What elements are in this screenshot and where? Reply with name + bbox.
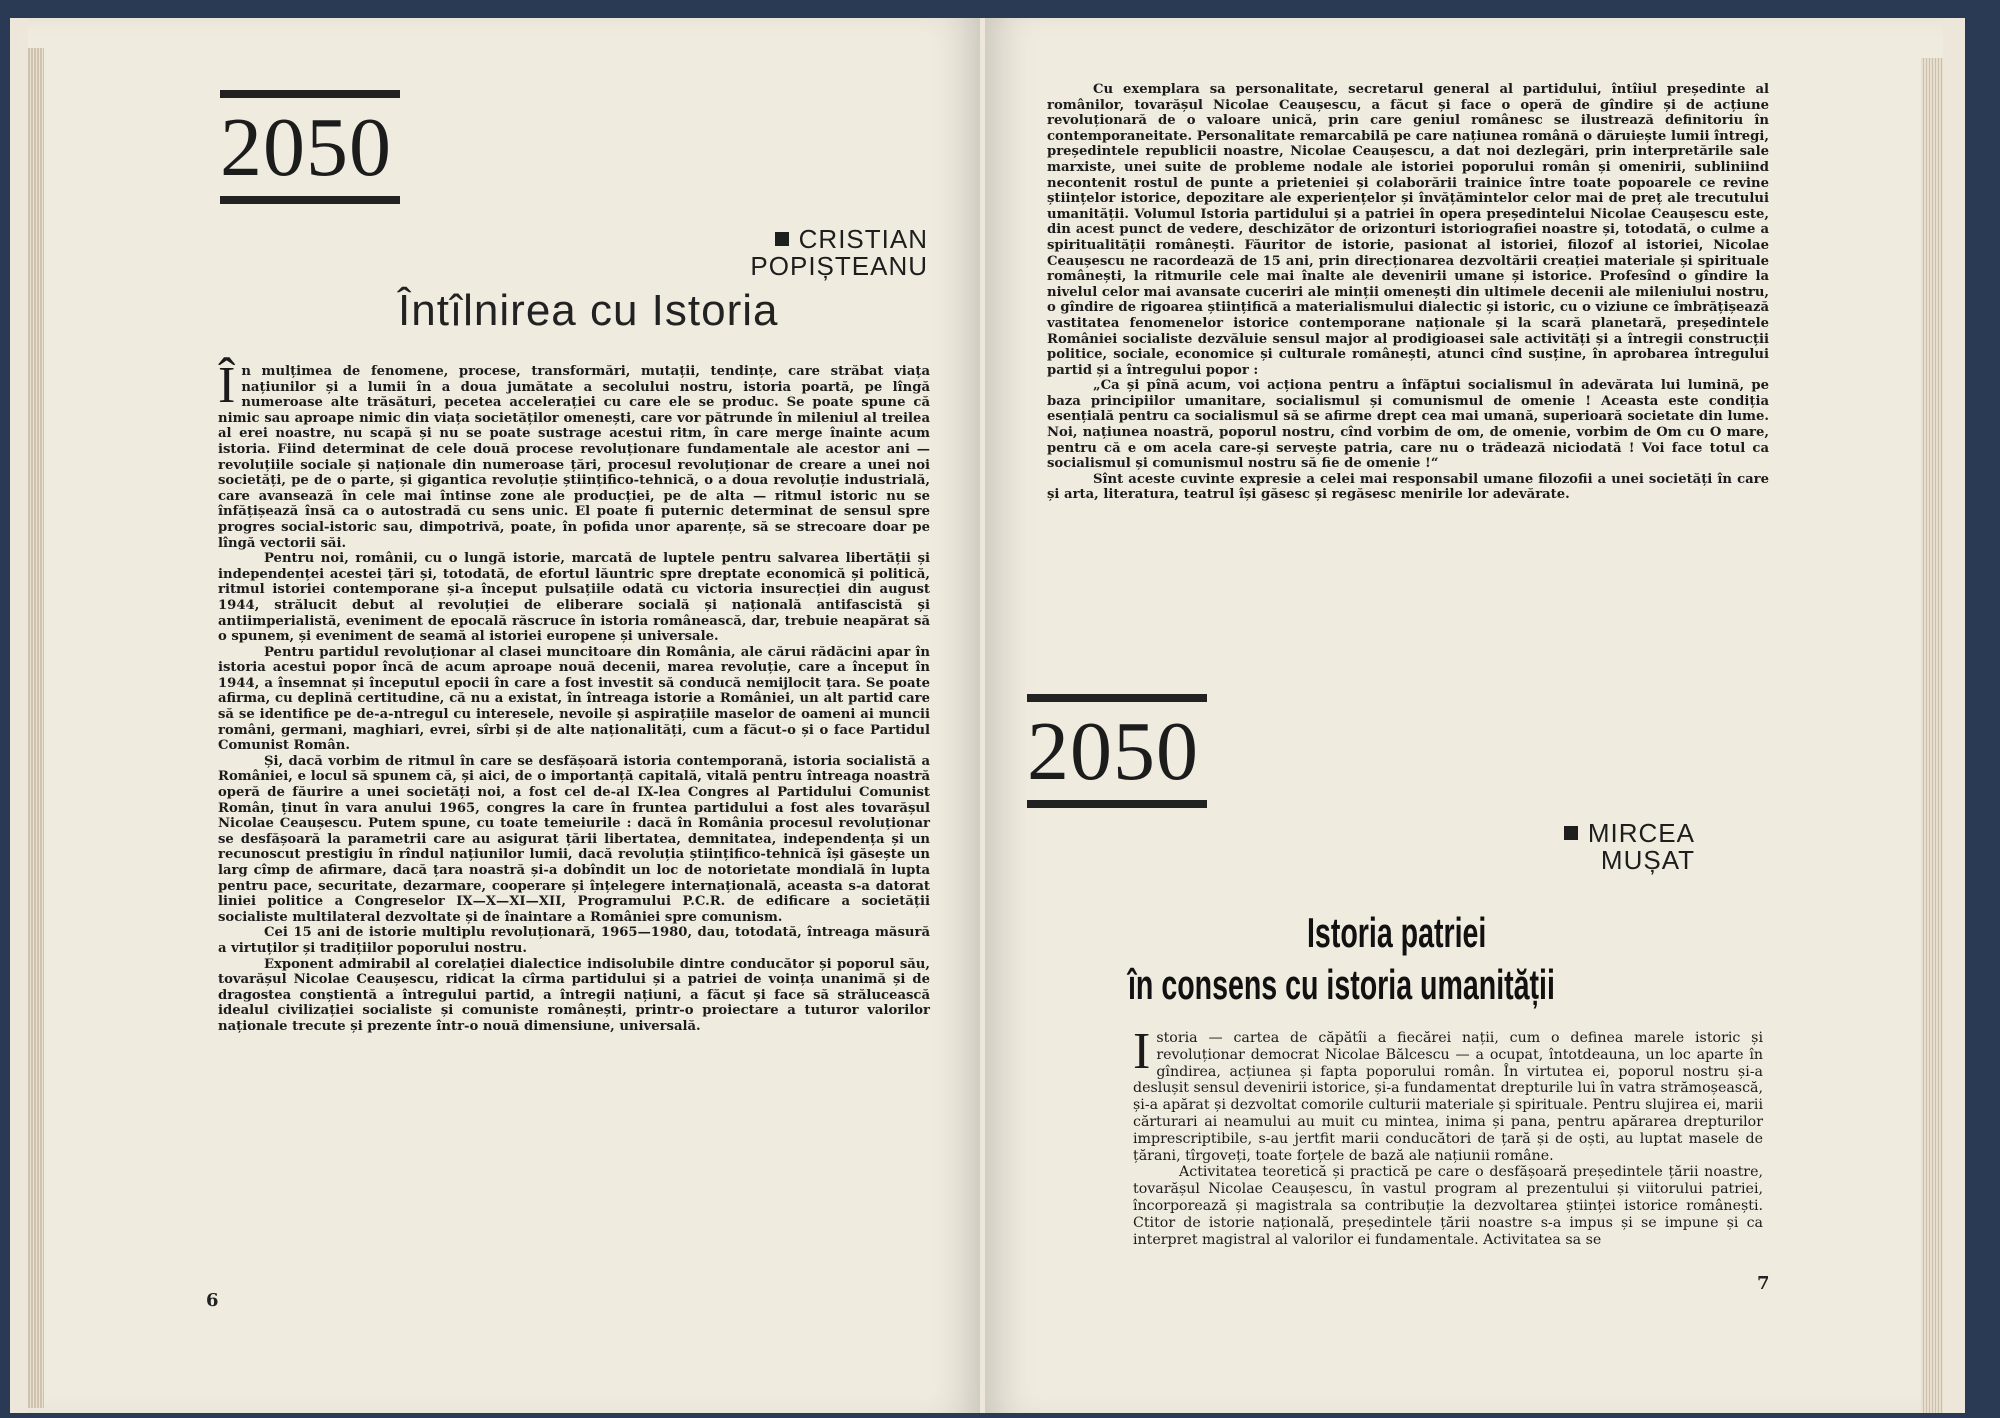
right-paragraph-2: Activitatea teoretică și practică pe care o desfășoară președintele țării noastre, tovarășul Nicolae Ceaușescu, în vastul program al prezentului și viitorului patriei, încorporează și magistrala sa contribuție la dezvoltarea științei istorice românești. Ctitor de istorie națională, președintele țării noastre s-a impus și se impune și ca interpret magistral al valorilor ei fundamentale. Activitatea sa se <box>1133 1164 1763 1248</box>
right-article-body <box>1133 1023 1763 1248</box>
right-cont-paragraph-3: Sînt aceste cuvinte expresie a celei mai responsabil umane filozofii a unei societăți în care și arta, literatura, teatrul își găsesc și regăsesc menirile lor adevărate. <box>1047 471 1769 503</box>
left-paragraph-5: Cei 15 ani de istorie multiplu revoluționară, 1965—1980, dau, totodată, întreaga măsură a virtuților și tradițiilor poporului nostru. <box>218 925 930 956</box>
left-paragraph-6: Exponent admirabil al corelației dialectice indisolubile dintre conducător și poporul său, tovarășul Nicolae Ceaușescu, ridicat la cîrma partidului și a patriei de voința unanimă și de dragostea conștientă a întregului partid, a întregii națiuni, a făcut și face să strălucească idealul civilizației socialiste și comuniste românești, printr-o proiectare a tuturor valorilor naționale trecute și prezente într-o nouă dimensiune, universală. <box>218 956 930 1034</box>
year-rule-bottom <box>1027 800 1207 808</box>
right-year: 2050 <box>1027 705 1199 798</box>
left-paragraph-2: Pentru noi, românii, cu o lungă istorie, marcată de luptele pentru salvarea libertății și independenței acestei țări și, totodată, de efortul lăuntric spre dreptate economică și politică, ritmul istoriei contemporane și-a început pulsațiile odată cu victoria insurecției din august 1944, strălucit debut al revoluției de eliberare socială și națională antifascistă și antiimperialistă, eveniment de epocală răscruce în istoria românească, dar, trebuie neapărat să o spunem, și eveniment de seamă al istoriei europene și universale. <box>218 551 930 645</box>
left-page <box>28 18 980 1413</box>
left-author-last: POPIȘTEANU <box>750 251 928 281</box>
right-cont-paragraph-2: „Ca și pînă acum, voi acționa pentru a înfăptui socialismul în adevărata lui lumină, pe baza principiilor umanitare, socialismul și comunismul de omenie ! Aceasta este condiția esențială pentru ca socialismul să se afirme drept cea mai umană, superioară societate din lume. Noi, națiunea noastră, poporul nostru, cînd vorbim de om, de omenie, vorbim de Om cu O mare, pentru că e om acela care-și servește patria, care nu o trădează niciodată ! Voi face totul ca socialismul și comunismul nostru să fie de omenie !“ <box>1047 378 1769 472</box>
left-paragraph-3: Pentru partidul revoluționar al clasei muncitoare din România, ale cărui rădăcini apar în istoria acestui popor încă de acum aproape nouă decenii, marea revoluție, care a început în 1944, a însemnat și începutul epocii în care a fost investit să conducă nemijlocit țara. Se poate afirma, cu deplină certitudine, că nu a existat, în întreaga istorie a României, un alt partid care să se identifice pe de-a-ntregul cu interesele, nevoile și aspirațiile maselor de oameni ai muncii români, germani, maghiari, evrei, sîrbi și de alte naționalități, cum a făcut-o și o face Partidul Comunist Român. <box>218 644 930 754</box>
right-page <box>985 18 1943 1413</box>
right-page-edge <box>1921 58 1943 1413</box>
left-dropcap: Î <box>218 357 236 414</box>
left-article-body <box>218 357 930 1035</box>
right-author-first: MIRCEA <box>1587 818 1695 848</box>
right-author <box>1425 820 1695 874</box>
right-year-block <box>1027 694 1207 808</box>
right-cont-paragraph-1: Cu exemplara sa personalitate, secretarul general al partidului, întîiul președinte al românilor, tovarășul Nicolae Ceaușescu, a făcut și face o operă de gîndire și de acțiune revoluționară de o valoare unică, prin care geniul românesc se ilustrează definitoriu în contemporaneitate. Personalitate remarcabilă pe care națiunea română o dăruiește lumii întregi, președintele republicii noastre, Nicolae Ceaușescu, a dat noi dezlegări, prin interpretările sale marxiste, unei suite de probleme nodale ale istoriei poporului român și omenirii, subliniind necontenit rostul de punte a prieteniei și colaborării trainice între toate popoarele ce revine științelor istorice, depozitare ale experiențelor și învățămintelor celor mai de preț ale trecutului umanității. Volumul Istoria partidului și a patriei în opera președintelui Nicolae Ceaușescu este, din acest punct de vedere, deschizător de orizonturi istoriografiei noastre și, totodată, o culme a spiritualității românești. Făuritor de istorie, pasionat al istoriei, filozof al istoriei, Nicolae Ceaușescu ne racordează de 15 ani, prin direcționarea dezvoltării creației materiale și spirituale românești, la ritmurile cele mai înalte ale devenirii umane și istorice. Profesînd o gîndire la nivelul celor mai avansate cuceriri ale minții omenești din ultimele decenii ale mileniului nostru, o gîndire de rigoarea științifică a materialismului dialectic și istoric, cu o viziune ce îmbrățișează vastitatea fenomenelor istorice contemporane naționale și la scară planetară, președintele României socialiste dezvăluie sensul major al prodigioasei sale activități și a întregii construcții politice, sociale, economice și culturale românești, atunci cînd susține, în aprobarea întregului partid și a întregului popor : <box>1047 82 1769 378</box>
left-paragraph-1: În mulțimea de fenomene, procese, transformări, mutații, tendințe, care străbat viața națiunilor și a lumii în a doua jumătate a secolului nostru, istoria poartă, pe lîngă numeroase alte trăsături, pecetea accelerației cu care ele se produc. Se poate spune că nimic sau aproape nimic din viața societăților omenești, care vor pătrunde în mileniul al treilea al erei noastre, nu scapă și nu se poate sustrage acestui ritm, în care merge înainte acum istoria. Fiind determinat de cele două procese revoluționare fundamentale ale acestor ani — revoluțiile sociale și naționale din numeroase țări, procesul revoluționar de creare a unei noi societăți, pe de o parte, și gigantica revoluție științifico-tehnică, o a doua revoluție industrială, care avansează în cele mai întinse zone ale producției, pe de alta — ritmul istoric nu se înfățișează însă ca o autostradă cu sens unic. El poate fi puternic determinat de sensul spre progres social-istoric sau, dimpotrivă, poate, în pofida unor aparențe, să se strecoare doar pe lîngă vectorii săi. <box>218 357 930 551</box>
left-page-edge <box>28 48 44 1408</box>
right-author-last: MUȘAT <box>1600 845 1695 875</box>
author-bullet-icon <box>1564 826 1578 840</box>
right-dropcap: I <box>1133 1023 1151 1080</box>
right-page-number: 7 <box>1757 1273 1770 1294</box>
left-paragraph-4: Și, dacă vorbim de ritmul în care se desfășoară istoria contemporană, istoria socialistă a României, e locul să spunem că, și aici, de o importanță capitală, vitală pentru întreaga noastră operă de făurire a unei societăți noi, a fost cel de-al IX-lea Congres al Partidului Comunist Român, ținut în vara anului 1965, congres la care în fruntea partidului a fost ales tovarășul Nicolae Ceaușescu. Putem spune, cu toate temeiurile : dacă în România procesul revoluționar se desfășoară la parametrii care au asigurat țării libertatea, demnitatea, independența și un recunoscut prestigiu în rîndul națiunilor lumii, dacă revoluția științifico-tehnică își găsește un larg cîmp de afirmare, dacă țara noastră și-a dobîndit un loc de notorietate mondială în lupta pentru pace, securitate, dezarmare, cooperare și înțelegere internațională, aceasta s-a datorat liniei politice a Congreselor IX—X—XI—XII, Programului P.C.R. de edificare a societății socialiste multilateral dezvoltate și de înaintare a României spre comunism. <box>218 753 930 925</box>
left-author-first: CRISTIAN <box>798 224 928 254</box>
right-title-line-2: în consens cu istoria umanității <box>1128 961 1555 1008</box>
author-bullet-icon <box>775 232 789 246</box>
left-article-title: Întîlnirea cu Istoria <box>398 286 779 335</box>
year-rule-top <box>1027 694 1207 702</box>
left-author <box>588 226 928 280</box>
year-rule-bottom <box>220 196 400 204</box>
left-year-block <box>220 90 400 204</box>
right-title-line-1: Istoria patriei <box>1307 909 1487 956</box>
year-rule-top <box>220 90 400 98</box>
right-continued-body <box>1047 82 1769 503</box>
right-paragraph-1: Istoria — cartea de căpătîi a fiecărei nații, cum o definea marele istoric și revoluționar democrat Nicolae Bălcescu — a ocupat, întotdeauna, un loc aparte în gîndirea, acțiunea și fapta poporului român. În virtutea ei, poporul nostru și-a deslușit sensul devenirii istorice, și-a fundamentat drepturile lui în vatra strămoșească, și-a apărat și dezvoltat comorile culturii materiale și spirituale. Pentru slujirea ei, marii cărturari ai neamului au muit cu mintea, inima și pana, pentru apărarea drepturilor imprescriptibile, s-au jertfit marii conducători de țară și de oști, au luptat masele de țărani, tîrgoveți, toate forțele de bază ale națiunii române. <box>1133 1023 1763 1164</box>
left-page-number: 6 <box>206 1290 219 1311</box>
left-year: 2050 <box>220 101 392 194</box>
book-spread <box>10 18 1965 1413</box>
